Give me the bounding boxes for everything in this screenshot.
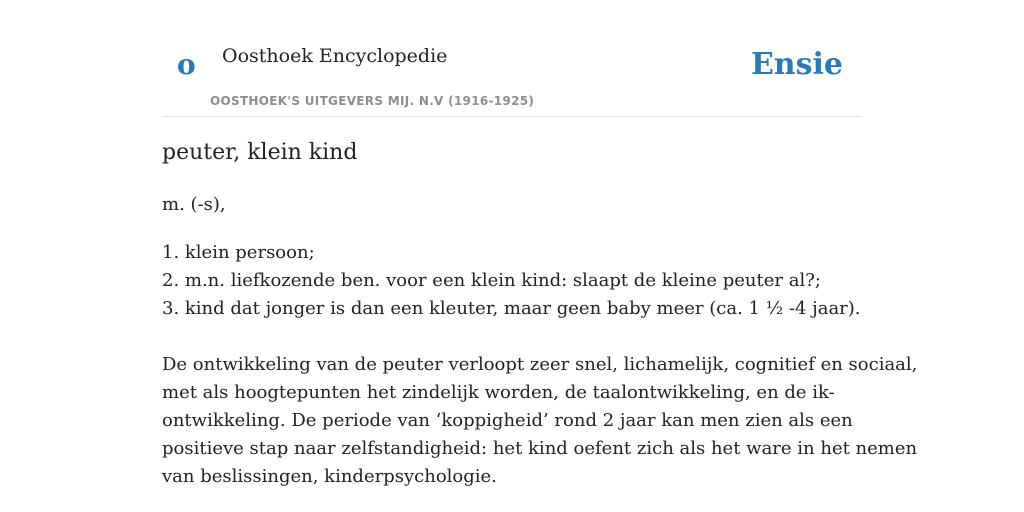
description-line: ontwikkeling. De periode van ‘koppigheid’ rond 2 jaar kan men zien als een bbox=[162, 410, 853, 431]
definition-item: 3. kind dat jonger is dan een kleuter, maar geen baby meer (ca. 1 ½ -4 jaar). bbox=[162, 298, 861, 319]
site-header bbox=[162, 0, 862, 117]
ensie-brand-link[interactable]: Ensie bbox=[750, 47, 843, 82]
description-line: positieve stap naar zelfstandigheid: het kind oefent zich als het ware in het nemen bbox=[162, 438, 918, 459]
site-title[interactable]: Oosthoek Encyclopedie bbox=[222, 45, 448, 67]
definition-item: 2. m.n. liefkozende ben. voor een klein kind: slaapt de kleine peuter al?; bbox=[162, 270, 821, 291]
definition-item: 1. klein persoon; bbox=[162, 242, 315, 263]
description-line: De ontwikkeling van de peuter verloopt zeer snel, lichamelijk, cognitief en sociaal, bbox=[162, 354, 918, 375]
description-line: met als hoogtepunten het zindelijk worden, de taalontwikkeling, en de ik- bbox=[162, 382, 835, 403]
entry-title: peuter, klein kind bbox=[162, 140, 358, 165]
publisher-label: OOSTHOEK'S UITGEVERS MIJ. N.V (1916-1925) bbox=[210, 94, 535, 108]
definition-list bbox=[162, 239, 862, 323]
description-line: van beslissingen, kinderpsychologie. bbox=[162, 466, 497, 487]
logo-icon[interactable]: o bbox=[177, 48, 196, 81]
description-paragraph bbox=[162, 351, 918, 491]
page-container bbox=[162, 0, 918, 487]
grammar-note: m. (-s), bbox=[162, 194, 226, 215]
